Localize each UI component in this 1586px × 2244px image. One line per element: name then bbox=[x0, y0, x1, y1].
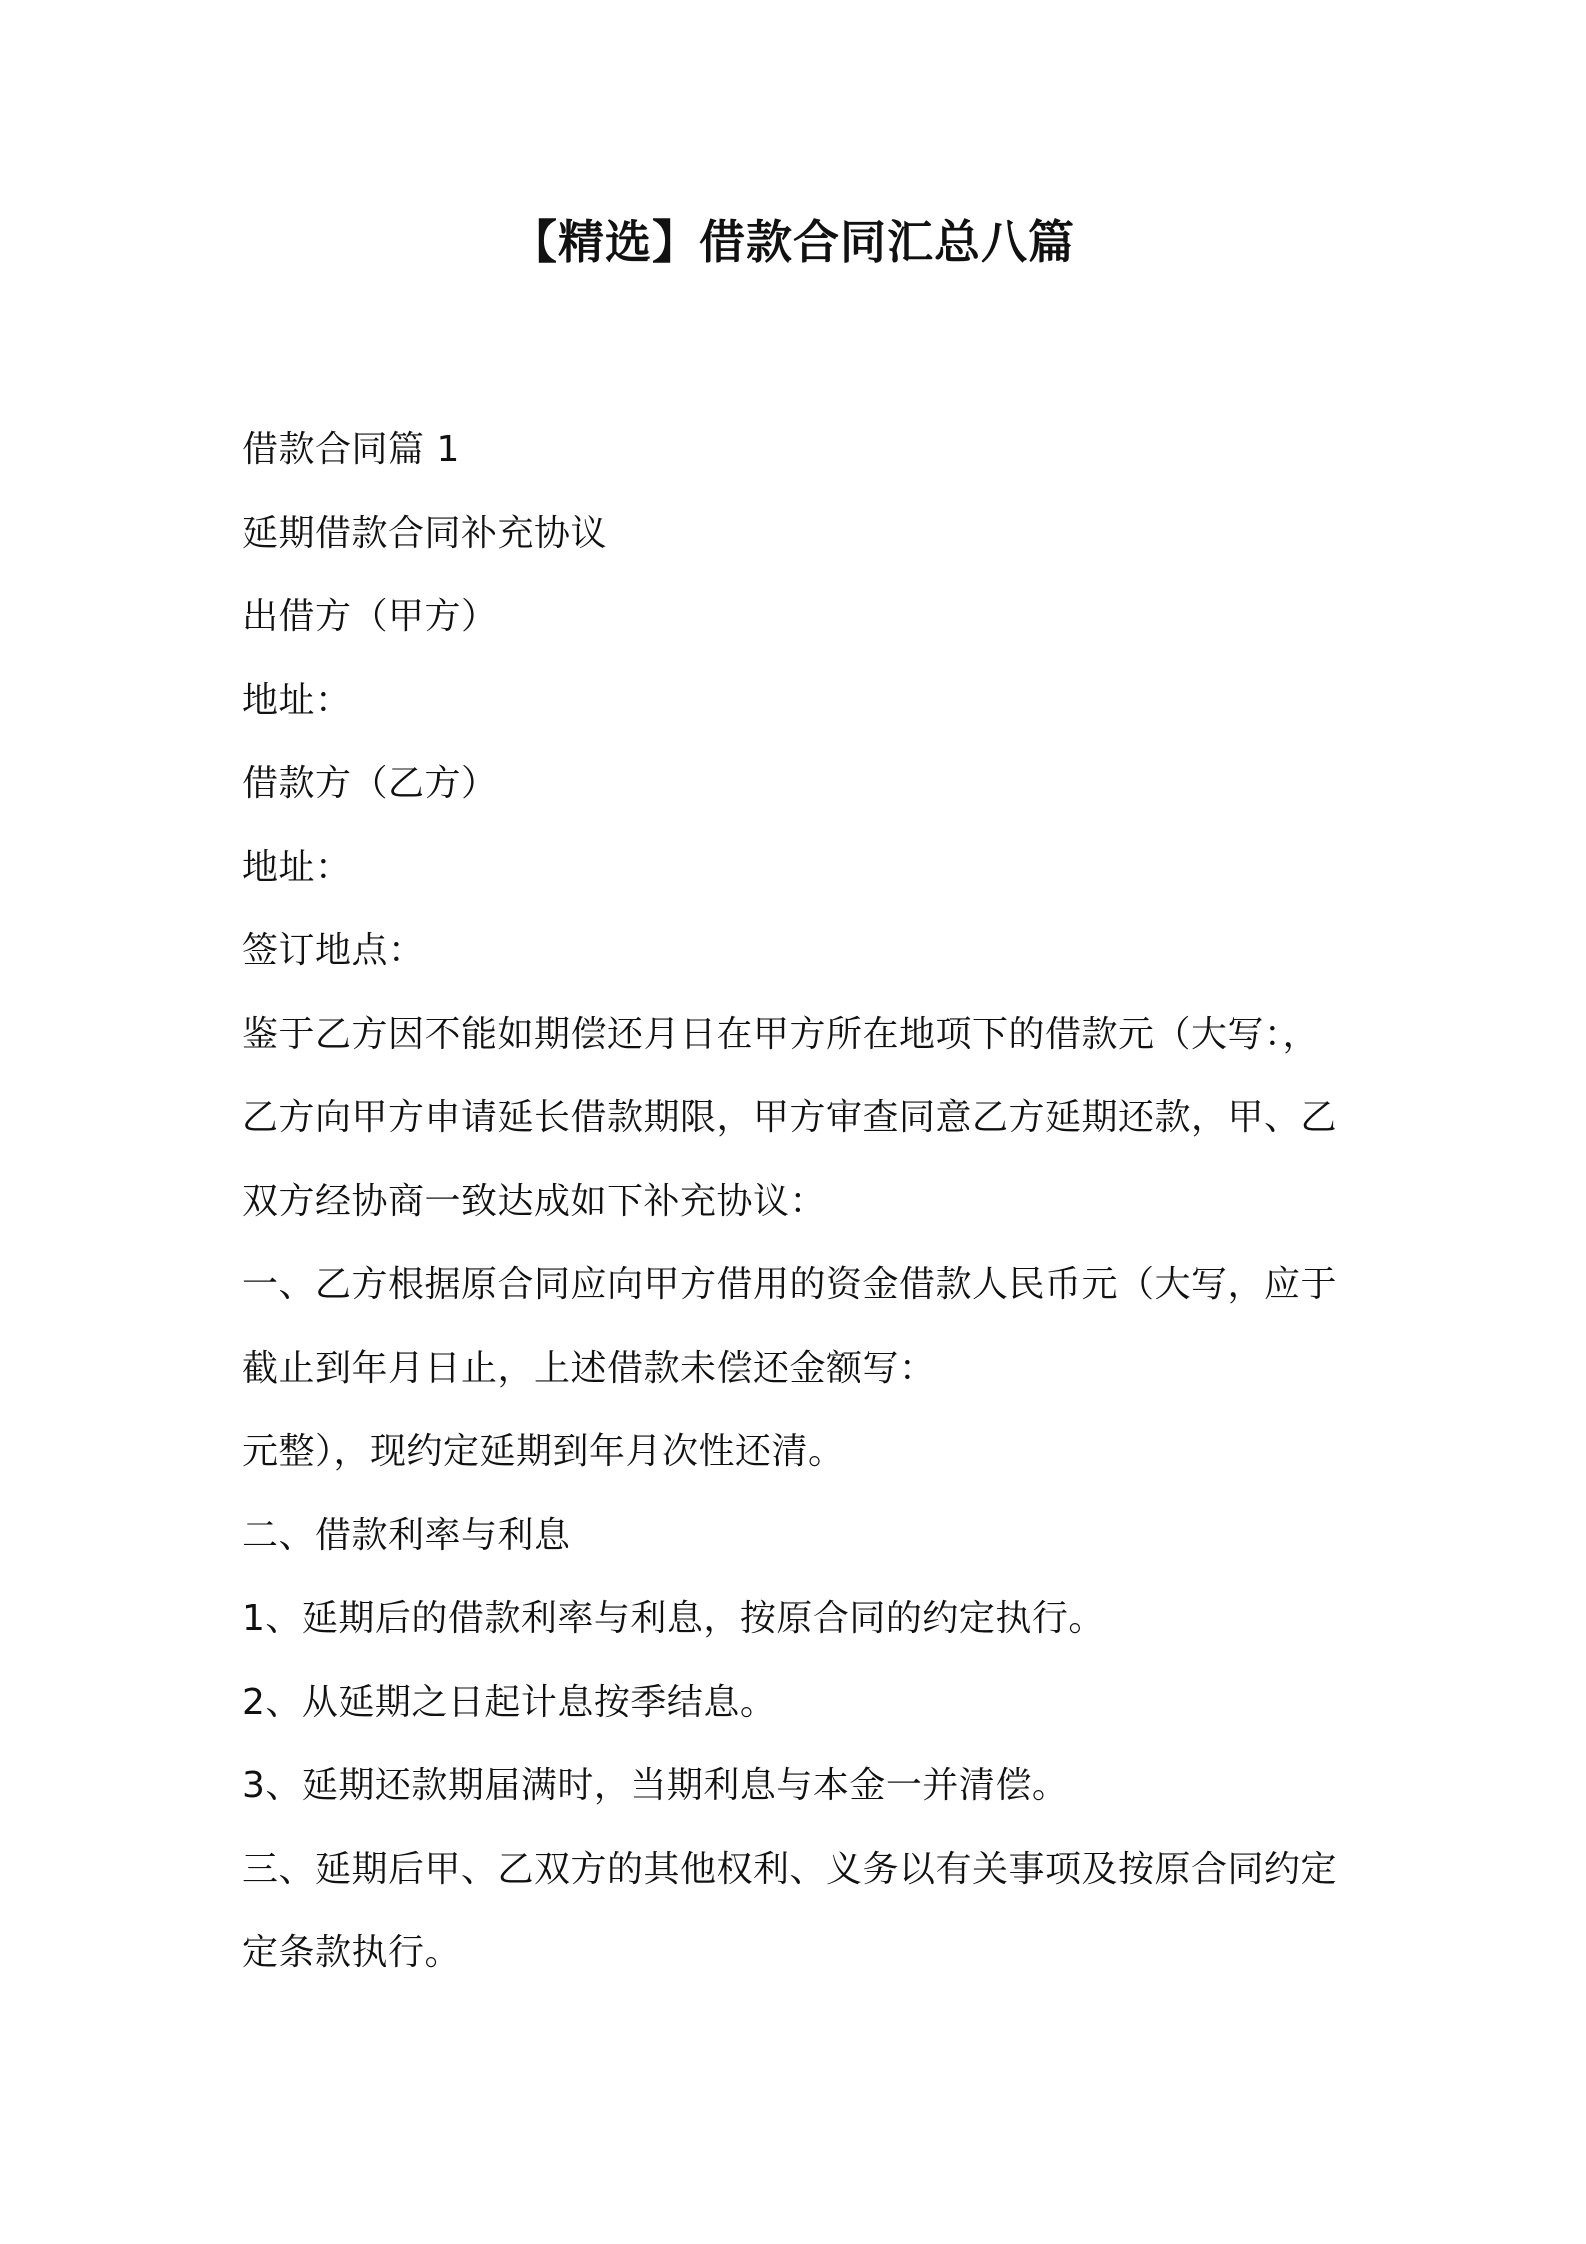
lender-address-label: 地址： bbox=[242, 679, 352, 721]
body-paragraph-line: 鉴于乙方因不能如期偿还月日在甲方所在地项下的借款元（大写：， bbox=[242, 1013, 1320, 1055]
borrower-label: 借款方（乙方） bbox=[242, 763, 498, 804]
signing-place-label: 签订地点： bbox=[242, 930, 425, 971]
lender-label: 出借方（甲方） bbox=[242, 596, 498, 637]
clause-one-line: 一、乙方根据原合同应向甲方借用的资金借款人民币元（大写，应于 bbox=[242, 1264, 1338, 1305]
document-body bbox=[242, 408, 1362, 1995]
clause-two-item: 2、从延期之日起计息按季结息。 bbox=[242, 1681, 777, 1723]
borrower-address-label: 地址： bbox=[242, 846, 352, 888]
clause-one-line: 元整），现约定延期到年月次性还清。 bbox=[242, 1431, 845, 1472]
agreement-title: 延期借款合同补充协议 bbox=[242, 512, 608, 554]
body-paragraph-line: 双方经协商一致达成如下补充协议： bbox=[242, 1180, 827, 1222]
clause-two-item: 1、延期后的借款利率与利息，按原合同的约定执行。 bbox=[242, 1598, 1105, 1639]
body-paragraph-line: 乙方向甲方申请延长借款期限，甲方审查同意乙方延期还款，甲、乙 bbox=[242, 1097, 1338, 1138]
clause-one-line: 截止到年月日止，上述借款未偿还金额写： bbox=[242, 1347, 936, 1389]
document-title: 【精选】借款合同汇总八篇 bbox=[511, 215, 1075, 269]
section-heading: 借款合同篇 1 bbox=[242, 429, 460, 470]
clause-two-heading: 二、借款利率与利息 bbox=[242, 1514, 571, 1556]
clause-two-item: 3、延期还款期届满时，当期利息与本金一并清偿。 bbox=[242, 1765, 1069, 1806]
clause-three-line: 三、延期后甲、乙双方的其他权利、义务以有关事项及按原合同约定 bbox=[242, 1848, 1338, 1890]
clause-three-line: 定条款执行。 bbox=[242, 1932, 462, 1973]
